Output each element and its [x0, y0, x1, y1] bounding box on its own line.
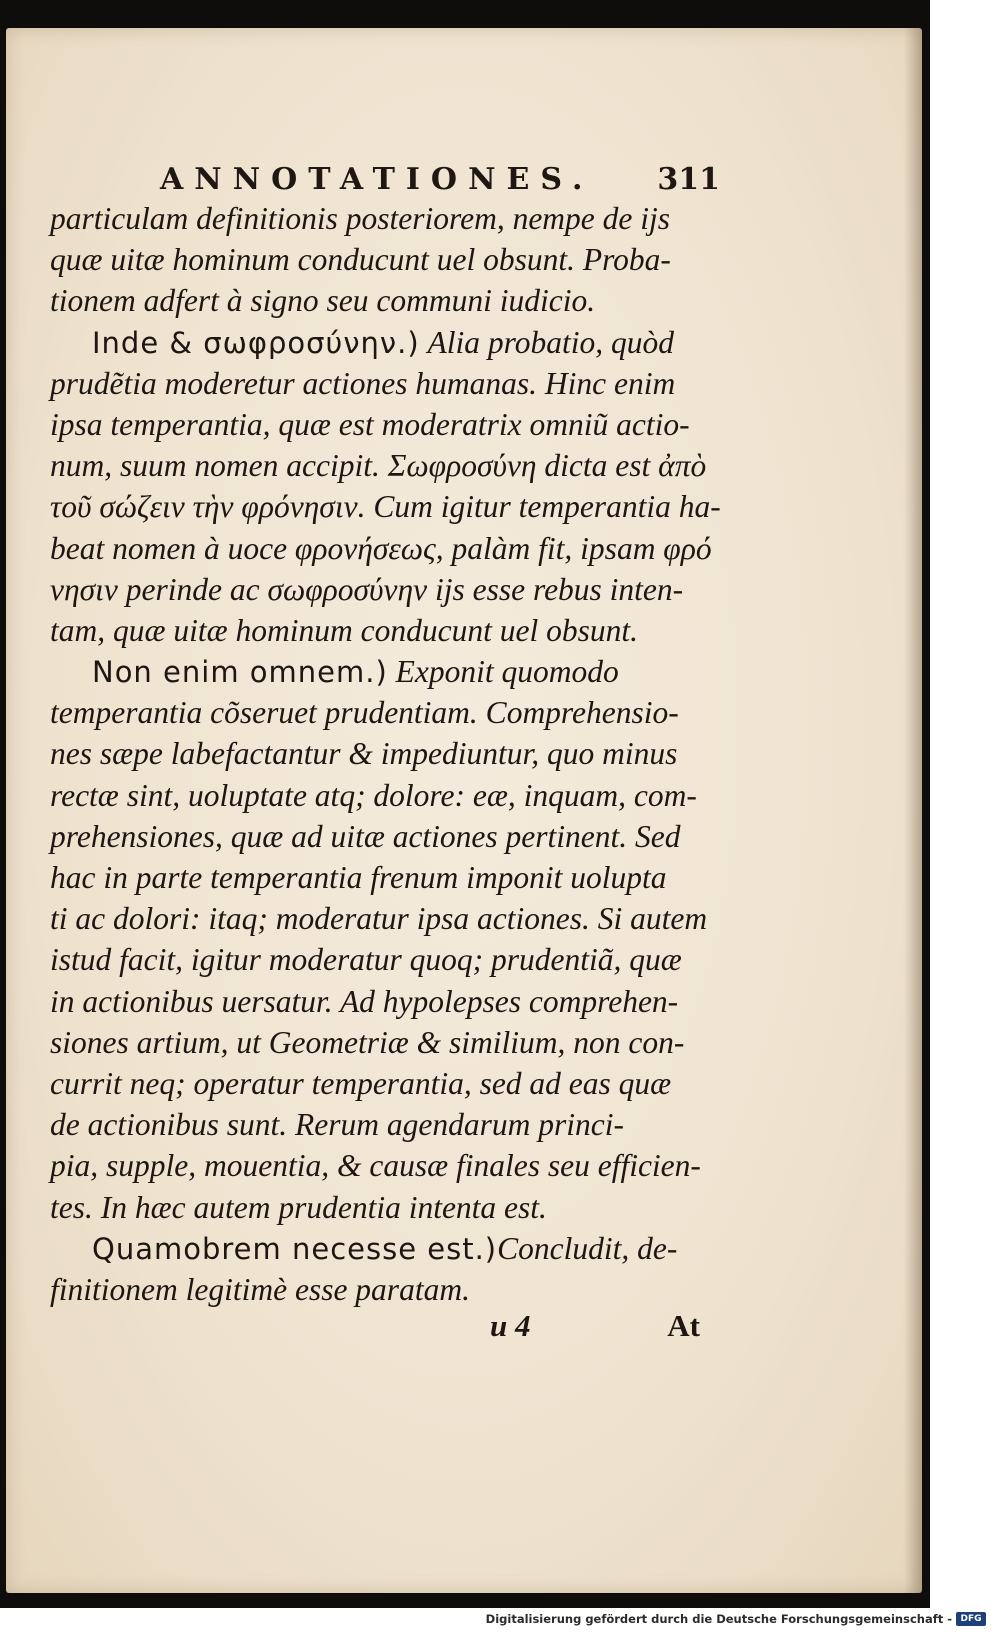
text-line: siones artium, ut Geometriæ & similium, non con- — [50, 1024, 685, 1060]
signature-mark: u 4 — [490, 1308, 531, 1343]
annotation-paragraph-start — [50, 651, 710, 692]
digitization-footer — [486, 1609, 986, 1629]
page-header — [160, 162, 720, 202]
lemma: Inde & σωφροσύνην.) — [92, 325, 420, 360]
text-line: pia, supple, mouentia, & causæ finales seu efficien- — [50, 1148, 701, 1184]
text-line: temperantia cõseruet prudentiam. Comprehensio- — [50, 695, 679, 731]
text-line: prudẽtia moderetur actiones humanas. Hinc enim — [50, 365, 676, 401]
text-segment: Concludit, de- — [497, 1230, 678, 1266]
text-line: tam, quæ uitæ hominum conducunt uel obsunt. — [50, 612, 638, 648]
lemma: Non enim omnem.) — [92, 655, 388, 690]
text-line: tes. In hæc autem prudentia intenta est. — [50, 1189, 547, 1225]
annotation-text — [50, 198, 721, 1310]
text-line: particulam definitionis posteriorem, nempe de ijs — [50, 201, 671, 236]
text-line: τοῦ σώζειν τὴν φρόνησιν. Cum igitur temperantia ha- — [50, 489, 721, 525]
text-line: ipsa temperantia, quæ est moderatrix omniũ actio- — [50, 406, 690, 442]
text-segment: Exponit quomodo — [395, 654, 619, 690]
text-line: hac in parte temperantia frenum imponit uolupta — [50, 860, 667, 895]
text-line: in actionibus uersatur. Ad hypolepses comprehen- — [50, 983, 679, 1019]
running-title: ANNOTATIONES. — [160, 162, 594, 197]
text-line: tionem adfert à signo seu communi iudicio. — [50, 283, 596, 319]
text-line: ti ac dolori: itaq; moderatur ipsa actiones. Si autem — [50, 901, 708, 937]
text-line: istud facit, igitur moderatur quoq; prudentiã, quæ — [50, 942, 682, 978]
text-segment: Alia probatio, quòd — [427, 324, 674, 360]
text-line: currit neq; operatur temperantia, sed ad eas quæ — [50, 1065, 672, 1101]
text-line: de actionibus sunt. Rerum agendarum princi- — [50, 1107, 624, 1143]
text-line: rectæ sint, uoluptate atq; dolore: eæ, inquam, com- — [50, 777, 697, 813]
text-line: nes sæpe labefactantur & impediuntur, quo minus — [50, 736, 678, 772]
text-line: beat nomen à uoce φρονήσεως, palàm fit, ipsam φρό — [50, 530, 712, 566]
catch-line — [490, 1308, 710, 1352]
text-line: prehensiones, quæ ad uitæ actiones pertinent. Sed — [50, 818, 681, 854]
text-line: νησιν perinde ac σωφροσύνην ijs esse rebus inten- — [50, 571, 684, 607]
text-line: num, suum nomen accipit. Σωφροσύνη dicta est ἀπὸ — [50, 448, 707, 484]
dfg-logo-icon: DFG — [956, 1612, 986, 1626]
text-line: finitionem legitimè esse paratam. — [50, 1271, 470, 1307]
text-line: quæ uitæ hominum conducunt uel obsunt. Proba- — [50, 242, 671, 278]
funding-credit: Digitalisierung gefördert durch die Deutsche Forschungsgemeinschaft - — [485, 1612, 952, 1626]
page-number: 311 — [657, 162, 720, 197]
catchword: At — [667, 1308, 700, 1343]
annotation-paragraph-start — [50, 322, 710, 363]
annotation-paragraph-start — [50, 1228, 710, 1269]
lemma: Quamobrem necesse est.) — [92, 1231, 498, 1266]
